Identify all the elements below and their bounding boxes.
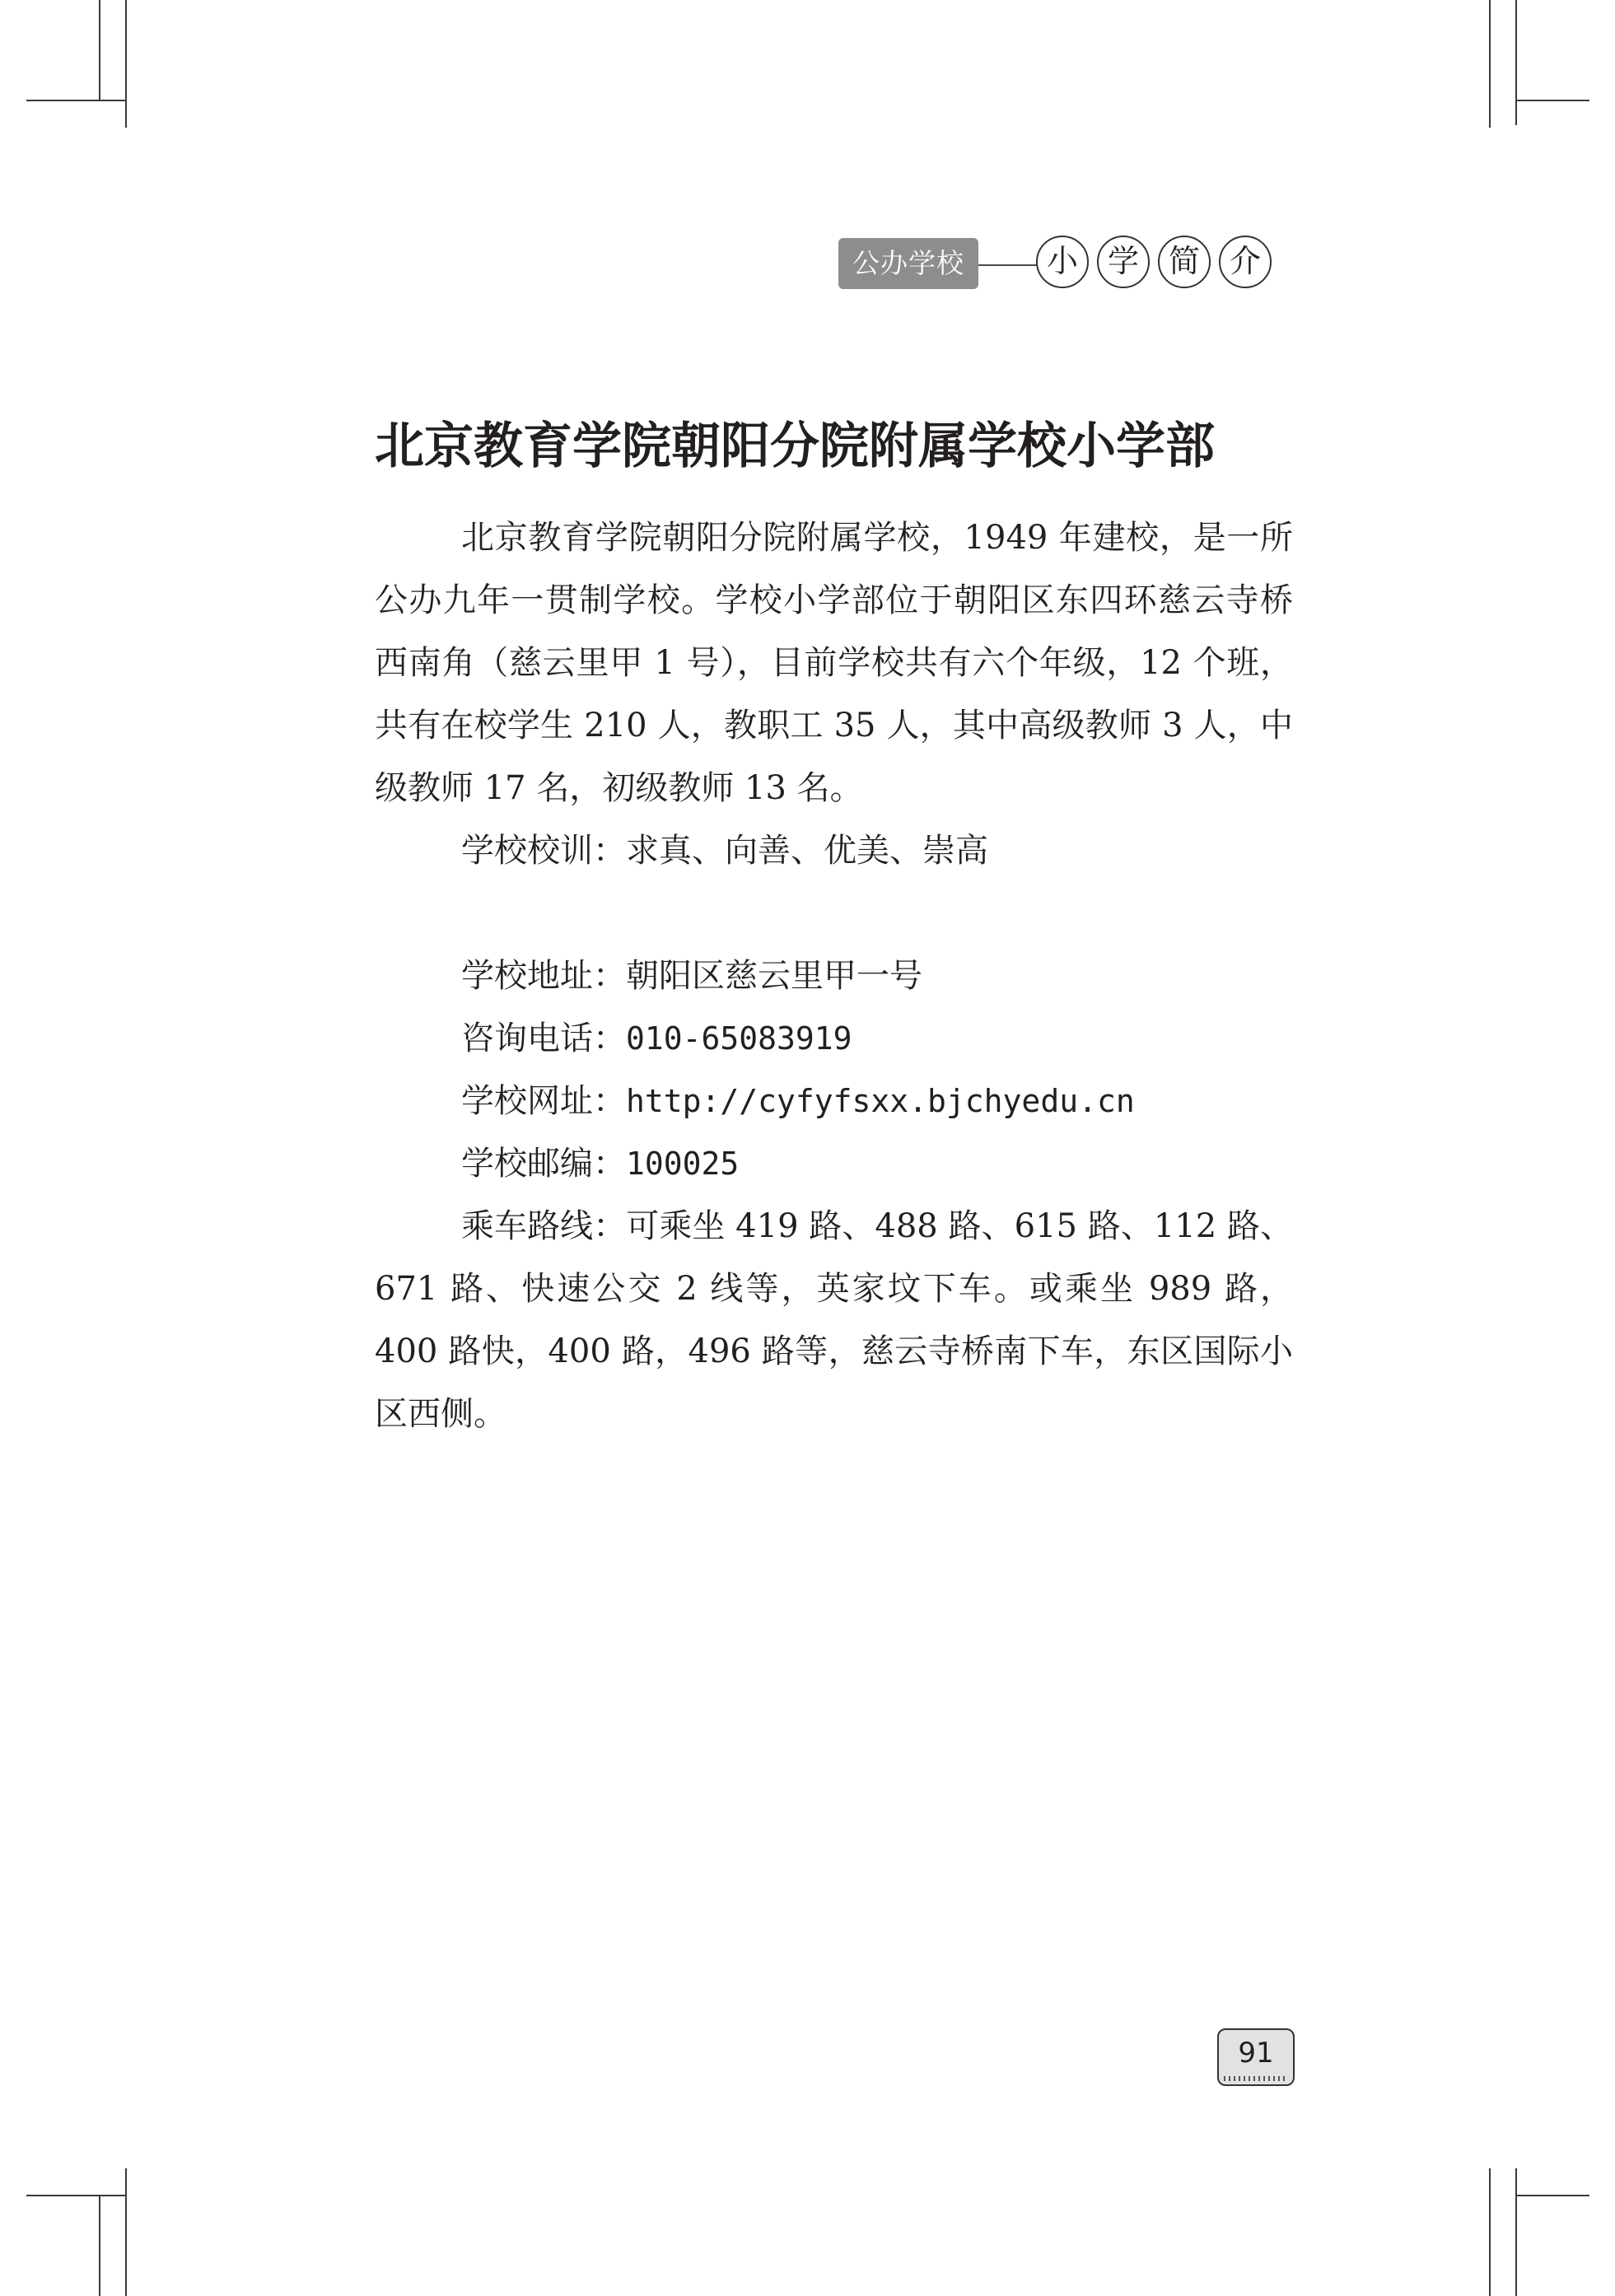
section-title (1036, 236, 1272, 288)
address-value: 朝阳区慈云里甲一号 (626, 957, 922, 995)
crop-mark (125, 2168, 127, 2296)
crop-mark (99, 0, 100, 100)
section-char: 介 (1219, 236, 1272, 288)
crop-mark (1489, 0, 1491, 128)
website-label: 学校网址： (461, 1082, 626, 1120)
crop-mark (26, 100, 125, 101)
phone-label: 咨询电话： (461, 1020, 626, 1057)
website-value: http://cyfyfsxx.bjchyedu.cn (626, 1083, 1135, 1119)
postcode-value: 100025 (626, 1146, 740, 1182)
crop-mark (1515, 2195, 1589, 2196)
postcode-label: 学校邮编： (461, 1145, 626, 1183)
intro-paragraph: 北京教育学院朝阳分院附属学校，1949 年建校，是一所公办九年一贯制学校。学校小学部位于朝阳区东四环慈云寺桥西南角（慈云里甲 1 号），目前学校共有六个年级，12 个班，共有在校学生 210 人，教职工 35 人，其中高级教师 3 人，中级教师 17 名，初级教师 13 名。 (375, 519, 1293, 807)
paragraph-gap (375, 882, 1293, 945)
header-divider (978, 264, 1038, 266)
section-char: 学 (1097, 236, 1150, 288)
crop-mark (1489, 2168, 1491, 2296)
phone-line (375, 1007, 1293, 1070)
postcode-line (375, 1132, 1293, 1195)
route-paragraph (375, 1195, 1293, 1445)
page-number: 91 (1217, 2028, 1295, 2086)
category-badge: 公办学校 (838, 238, 978, 289)
crop-mark (26, 2195, 125, 2196)
motto-paragraph: 学校校训：求真、向善、优美、崇高 (461, 832, 988, 870)
crop-mark (99, 2195, 100, 2296)
page-title: 北京教育学院朝阳分院附属学校小学部 (375, 418, 1215, 475)
crop-mark (1515, 100, 1589, 101)
section-char: 简 (1158, 236, 1211, 288)
address-line (375, 945, 1293, 1007)
crop-mark (1515, 2168, 1517, 2296)
crop-mark (125, 0, 127, 128)
phone-value: 010-65083919 (626, 1020, 852, 1057)
address-label: 学校地址： (461, 957, 626, 995)
section-char: 小 (1036, 236, 1089, 288)
website-line (375, 1070, 1293, 1132)
route-value: 可乘坐 419 路、488 路、615 路、112 路、671 路、快速公交 2 线等，英家坟下车。或乘坐 989 路，400 路快，400 路，496 路等，慈云寺桥南下车，东区国际小区西侧。 (375, 1207, 1294, 1433)
route-label: 乘车路线： (461, 1207, 627, 1245)
crop-mark (1515, 0, 1517, 125)
article-body (375, 506, 1293, 1445)
